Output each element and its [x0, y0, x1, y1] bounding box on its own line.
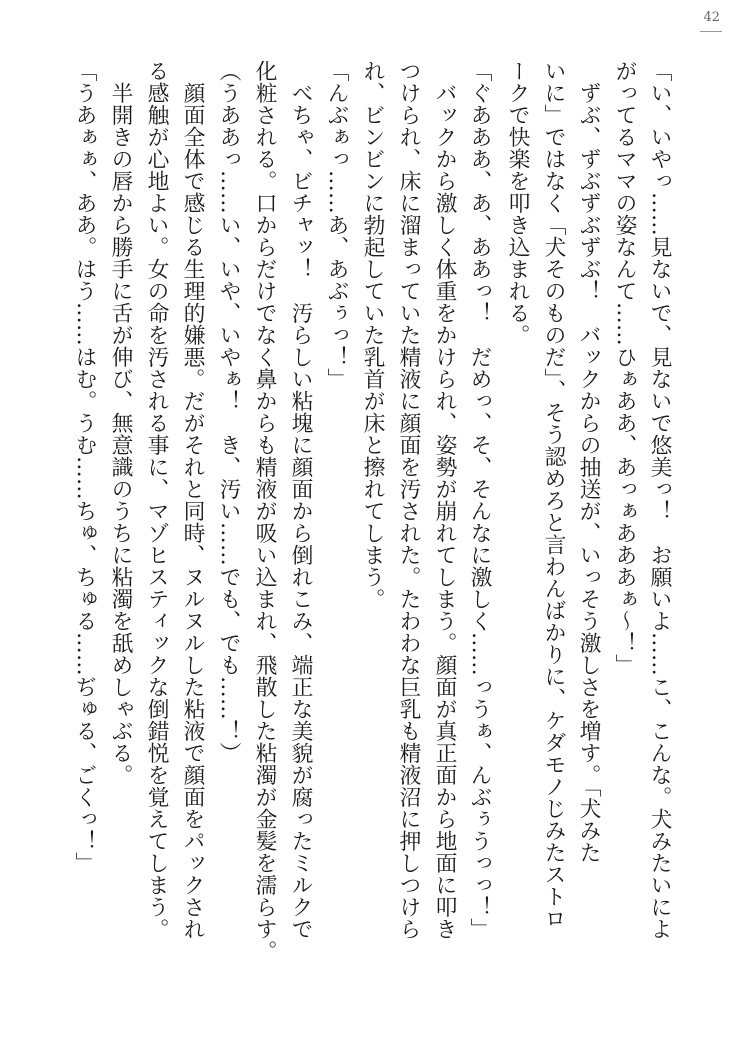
text-line-17: 「うあぁぁ、ああ。はう……はむ。うむ……ちゅ、ちゅる……ぢゅる、ごくっ！」 [72, 60, 97, 874]
text-line-5: ークで快楽を叩き込まれる。 [505, 60, 530, 346]
text-line-7: バックから激しく体重をかけられ、姿勢が崩れてしまう。顔面が真正面から地面に叩き [432, 60, 457, 940]
text-line-14: 顔面全体で感じる生理的嫌悪。だがそれと同時、ヌルヌルした粘液で顔面をパックされ [180, 60, 205, 940]
text-line-10: 「んぶぁっ……あ、あぶぅっ！」 [324, 60, 349, 390]
text-line-2: がってるママの姿なんて……ひぁああ、あっぁあああぁ～！」 [612, 60, 637, 676]
text-line-13: （うああっ……い、いや、いやぁ！ き、汚い……でも、でも……！） [216, 60, 241, 764]
text-line-1: 「い、いやっ……見ないで、見ないで悠美っ！ お願いよ……こ、こんな。犬みたいによ [647, 60, 672, 940]
text-line-8: つけられ、床に溜まっていた精液に顔面を汚された。たわわな巨乳も精液沼に押しつけら [396, 60, 421, 940]
text-line-3: ずぶ、ずぶずぶずぶ！ バックからの抽送が、いっそう激しさを増す。「犬みた [576, 60, 601, 864]
text-line-9: れ、ビンビンに勃起していた乳首が床と擦れてしまう。 [360, 60, 385, 610]
text-line-6: 「ぐあああ、あ、ああっ！ だめっ、そ、そんなに激しく……っうぁ、んぶぅうっっ！」 [467, 60, 492, 940]
text-line-11: べちゃ、ビチャッ！ 汚らしい粘塊に顔面から倒れこみ、端正な美貌が腐ったミルクで [288, 60, 313, 940]
page-number: 42 [703, 10, 720, 25]
text-line-12: 化粧される。口からだけでなく鼻からも精液が吸い込まれ、飛散した粘濁が金髪を濡らす。 [252, 60, 277, 962]
text-line-4: いに」ではなく「犬そのものだ」、そう認めろと言わんばかりに、ケダモノじみたストロ [541, 60, 566, 930]
text-line-15: る感触が心地よい。女の命を汚される事に、マゾヒスティックな倒錯悦を覚えてしまう。 [144, 60, 169, 940]
text-line-16: 半開きの唇から勝手に舌が伸び、無意識のうちに粘濁を舐めしゃぶる。 [108, 60, 133, 786]
